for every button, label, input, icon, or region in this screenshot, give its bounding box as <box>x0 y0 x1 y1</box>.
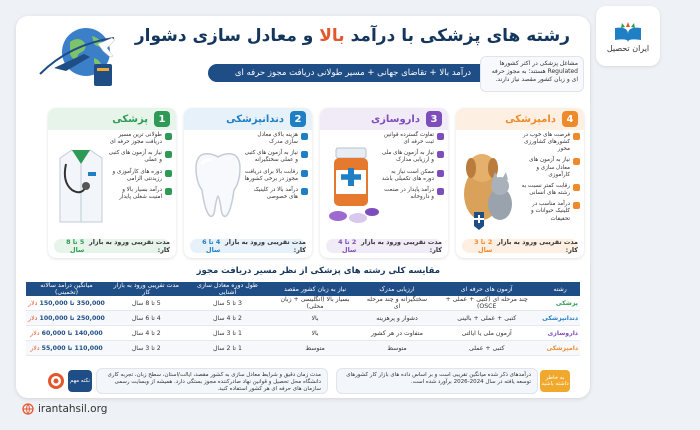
table-row <box>26 326 580 341</box>
globe-icon <box>22 403 34 415</box>
doctor-coat-icon <box>52 134 110 230</box>
column-header: ارزیابی مدرک <box>361 282 433 296</box>
title-highlight: بالا <box>319 26 345 46</box>
pets-icon <box>460 134 518 230</box>
table-cell: بالا <box>269 326 360 341</box>
comparison-table <box>26 282 580 356</box>
table-cell: کتبی + عملی + بالینی <box>433 311 540 326</box>
field-bullet-list <box>380 132 444 205</box>
bullet-icon <box>301 188 308 195</box>
table-cell: بالا <box>269 311 360 326</box>
field-name: پزشکی <box>112 113 148 125</box>
bullet-item: درآمد بالا در کلینیک های خصوصی <box>244 187 308 201</box>
field-card-footer: مدت تقریبی ورود به بازار کار: 4 تا 6 سال <box>190 239 306 253</box>
bullet-item: فرصت های خوب در کشورهای کشاورزی محور <box>516 132 580 153</box>
target-icon <box>46 370 66 392</box>
field-name: داروسازی <box>370 113 420 125</box>
bullet-icon <box>573 133 580 140</box>
bullet-icon <box>437 170 444 177</box>
table-cell: 1 تا 2 سال <box>186 341 270 356</box>
table-cell: 2 تا 3 سال <box>107 341 186 356</box>
important-note-badge: نکته مهم <box>68 370 92 392</box>
field-number-badge: 4 <box>562 111 578 127</box>
field-number-badge: 3 <box>426 111 442 127</box>
field-card-header <box>456 108 584 130</box>
book-logo-icon <box>613 20 643 42</box>
table-cell: 2 تا 4 سال <box>186 311 270 326</box>
infographic-card <box>16 16 590 398</box>
bullet-item: هزینه بالای معادل سازی مدرک <box>244 132 308 146</box>
subtitle-banner: درآمد بالا + تقاضای جهانی + مسیر طولانی دریافت مجوز حرفه ای <box>208 64 498 82</box>
field-card-footer: مدت تقریبی ورود به بازار کار: 2 تا 4 سال <box>326 239 442 253</box>
field-bullet-list <box>516 132 580 227</box>
field-card-footer: مدت تقریبی ورود به بازار کار: 2 تا 3 سال <box>462 239 578 253</box>
remember-badge: به خاطر داشته باشید <box>540 370 570 392</box>
table-cell: متوسط <box>361 341 433 356</box>
bullet-icon <box>165 188 172 195</box>
bullet-icon <box>437 133 444 140</box>
table-cell: دشوار و پرهزینه <box>361 311 433 326</box>
table-header-row <box>26 282 580 296</box>
field-card-dentistry <box>184 108 312 258</box>
bullet-item: نیاز به آزمون های کتبی و عملی <box>108 150 172 164</box>
table-cell-field: پزشکی <box>540 296 580 311</box>
table-cell-field: داروسازی <box>540 326 580 341</box>
bullet-icon <box>165 151 172 158</box>
bullet-icon <box>165 170 172 177</box>
bullet-item: طولانی ترین مسیر دریافت مجوز حرفه ای <box>108 132 172 146</box>
table-cell: کتبی + عملی <box>433 341 540 356</box>
bullet-item: نیاز به آزمون های معادل سازی و کارآموزی <box>516 157 580 178</box>
bullet-icon <box>301 151 308 158</box>
table-cell: 4 تا 6 سال <box>107 311 186 326</box>
field-number-badge: 1 <box>154 111 170 127</box>
logo-text: ایران تحصیل <box>606 43 650 53</box>
table-cell-income: 140,000 تا 60,000 دلار <box>26 326 107 341</box>
column-header: آزمون های حرفه ای <box>433 282 540 296</box>
column-header: مدت تقریبی ورود به بازار کار <box>107 282 186 296</box>
bullet-item: رقابت بالا برای دریافت مجوز در برخی کشورها <box>244 169 308 183</box>
table-cell-income: 110,000 تا 55,000 دلار <box>26 341 107 356</box>
column-header: میانگین درآمد سالانه (تخمینی) <box>26 282 107 296</box>
page-title: رشته های پزشکی با درآمد بالا و معادل سازی دشوار <box>134 26 570 46</box>
table-cell: متفاوت در هر کشور <box>361 326 433 341</box>
field-card-footer: مدت تقریبی ورود به بازار کار: 5 تا 8 سال <box>54 239 170 253</box>
field-card-header <box>320 108 448 130</box>
bullet-icon <box>301 133 308 140</box>
table-cell: 1 تا 3 سال <box>186 326 270 341</box>
field-bullet-list <box>108 132 172 205</box>
bullet-item: نیاز به آزمون های کتبی و عملی سختگیرانه <box>244 150 308 164</box>
bullet-icon <box>301 170 308 177</box>
field-card-header <box>48 108 176 130</box>
bullet-icon <box>437 188 444 195</box>
footer-note-right: درآمدهای ذکر شده میانگین تقریبی است و بر اساس داده های بازار کار کشورهای توسعه یافته در سال 2024-2026 برآورد شده است. <box>336 368 538 394</box>
bullet-item: دوره های کارآموزی و رزیدنتی الزامی <box>108 169 172 183</box>
field-number-badge: 2 <box>290 111 306 127</box>
table-title: مقایسه کلی رشته های پزشکی از نظر مسیر دریافت مجوز <box>196 266 440 276</box>
table-cell: متوسط <box>269 341 360 356</box>
footer-note-left: مدت زمان دقیق و شرایط معادل سازی به کشور مقصد، ایالت/استان، سطح زبان، تجربه کاری دانشگاه محل تحصیل و قوانین نهاد صادرکننده مجوز بستگی دارد. همیشه از وبسایت رسمی سازمان های حرفه ای هر کشور استفاده کنید. <box>96 368 328 394</box>
bullet-item: درآمد بسیار بالا و امنیت شغلی پایدار <box>108 187 172 201</box>
field-card-header <box>184 108 312 130</box>
column-header: طول دوره معادل سازی آشنایی <box>186 282 270 296</box>
table-cell: 5 تا 8 سال <box>107 296 186 311</box>
bullet-icon <box>165 133 172 140</box>
field-card-pharmacy <box>320 108 448 258</box>
table-row <box>26 341 580 356</box>
bullet-icon <box>437 151 444 158</box>
column-header: نیاز به زبان کشور مقصد <box>269 282 360 296</box>
table-cell-income: 350,000 تا 150,000 دلار <box>26 296 107 311</box>
bullet-icon <box>573 158 580 165</box>
bullet-item: ممکن است نیاز به دوره های تکمیلی باشد <box>380 169 444 183</box>
table-row <box>26 296 580 311</box>
globe-plane-icon <box>34 18 120 92</box>
table-cell-income: 250,000 تا 100,000 دلار <box>26 311 107 326</box>
bullet-item: درآمد مناسب در کلینیک حیوانات و تحقیقات <box>516 201 580 222</box>
brand-logo <box>596 6 660 66</box>
website-text: irantahsil.org <box>38 403 108 415</box>
bullet-icon <box>573 184 580 191</box>
table-cell: سختگیرانه و چند مرحله ای <box>361 296 433 311</box>
field-card-medicine <box>48 108 176 258</box>
field-card-veterinary <box>456 108 584 258</box>
regulated-note: مشاغل پزشکی در اکثر کشورها Regulated هستند؛ به مجوز حرفه ای و زبان کشور مقصد نیاز دارند. <box>480 56 584 92</box>
table-cell-field: دامپزشکی <box>540 341 580 356</box>
table-cell: 3 تا 5 سال <box>186 296 270 311</box>
bullet-icon <box>573 202 580 209</box>
field-bullet-list <box>244 132 308 205</box>
table-cell: بسیار بالا (انگلیسی + زبان محلی) <box>269 296 360 311</box>
table-cell: آزمون ملی یا ایالتی <box>433 326 540 341</box>
tooth-icon <box>188 134 246 230</box>
field-name: دامپزشکی <box>505 113 556 125</box>
bullet-item: درآمد پایدار در صنعت و داروخانه <box>380 187 444 201</box>
bullet-item: تفاوت گسترده قوانین ثبت حرفه ای <box>380 132 444 146</box>
table-row <box>26 311 580 326</box>
bullet-item: رقابت کمتر نسبت به رشته های انسانی <box>516 183 580 197</box>
table-cell: 2 تا 4 سال <box>107 326 186 341</box>
table-cell-field: دندانپزشکی <box>540 311 580 326</box>
bullet-item: نیاز به آزمون های ملی و ارزیابی مدارک <box>380 150 444 164</box>
pill-bottle-icon <box>324 134 382 230</box>
field-name: دندانپزشکی <box>226 113 284 125</box>
table-cell: چند مرحله ای (کتبی + عملی + OSCE) <box>433 296 540 311</box>
website-link[interactable] <box>22 400 107 418</box>
column-header: رشته <box>540 282 580 296</box>
